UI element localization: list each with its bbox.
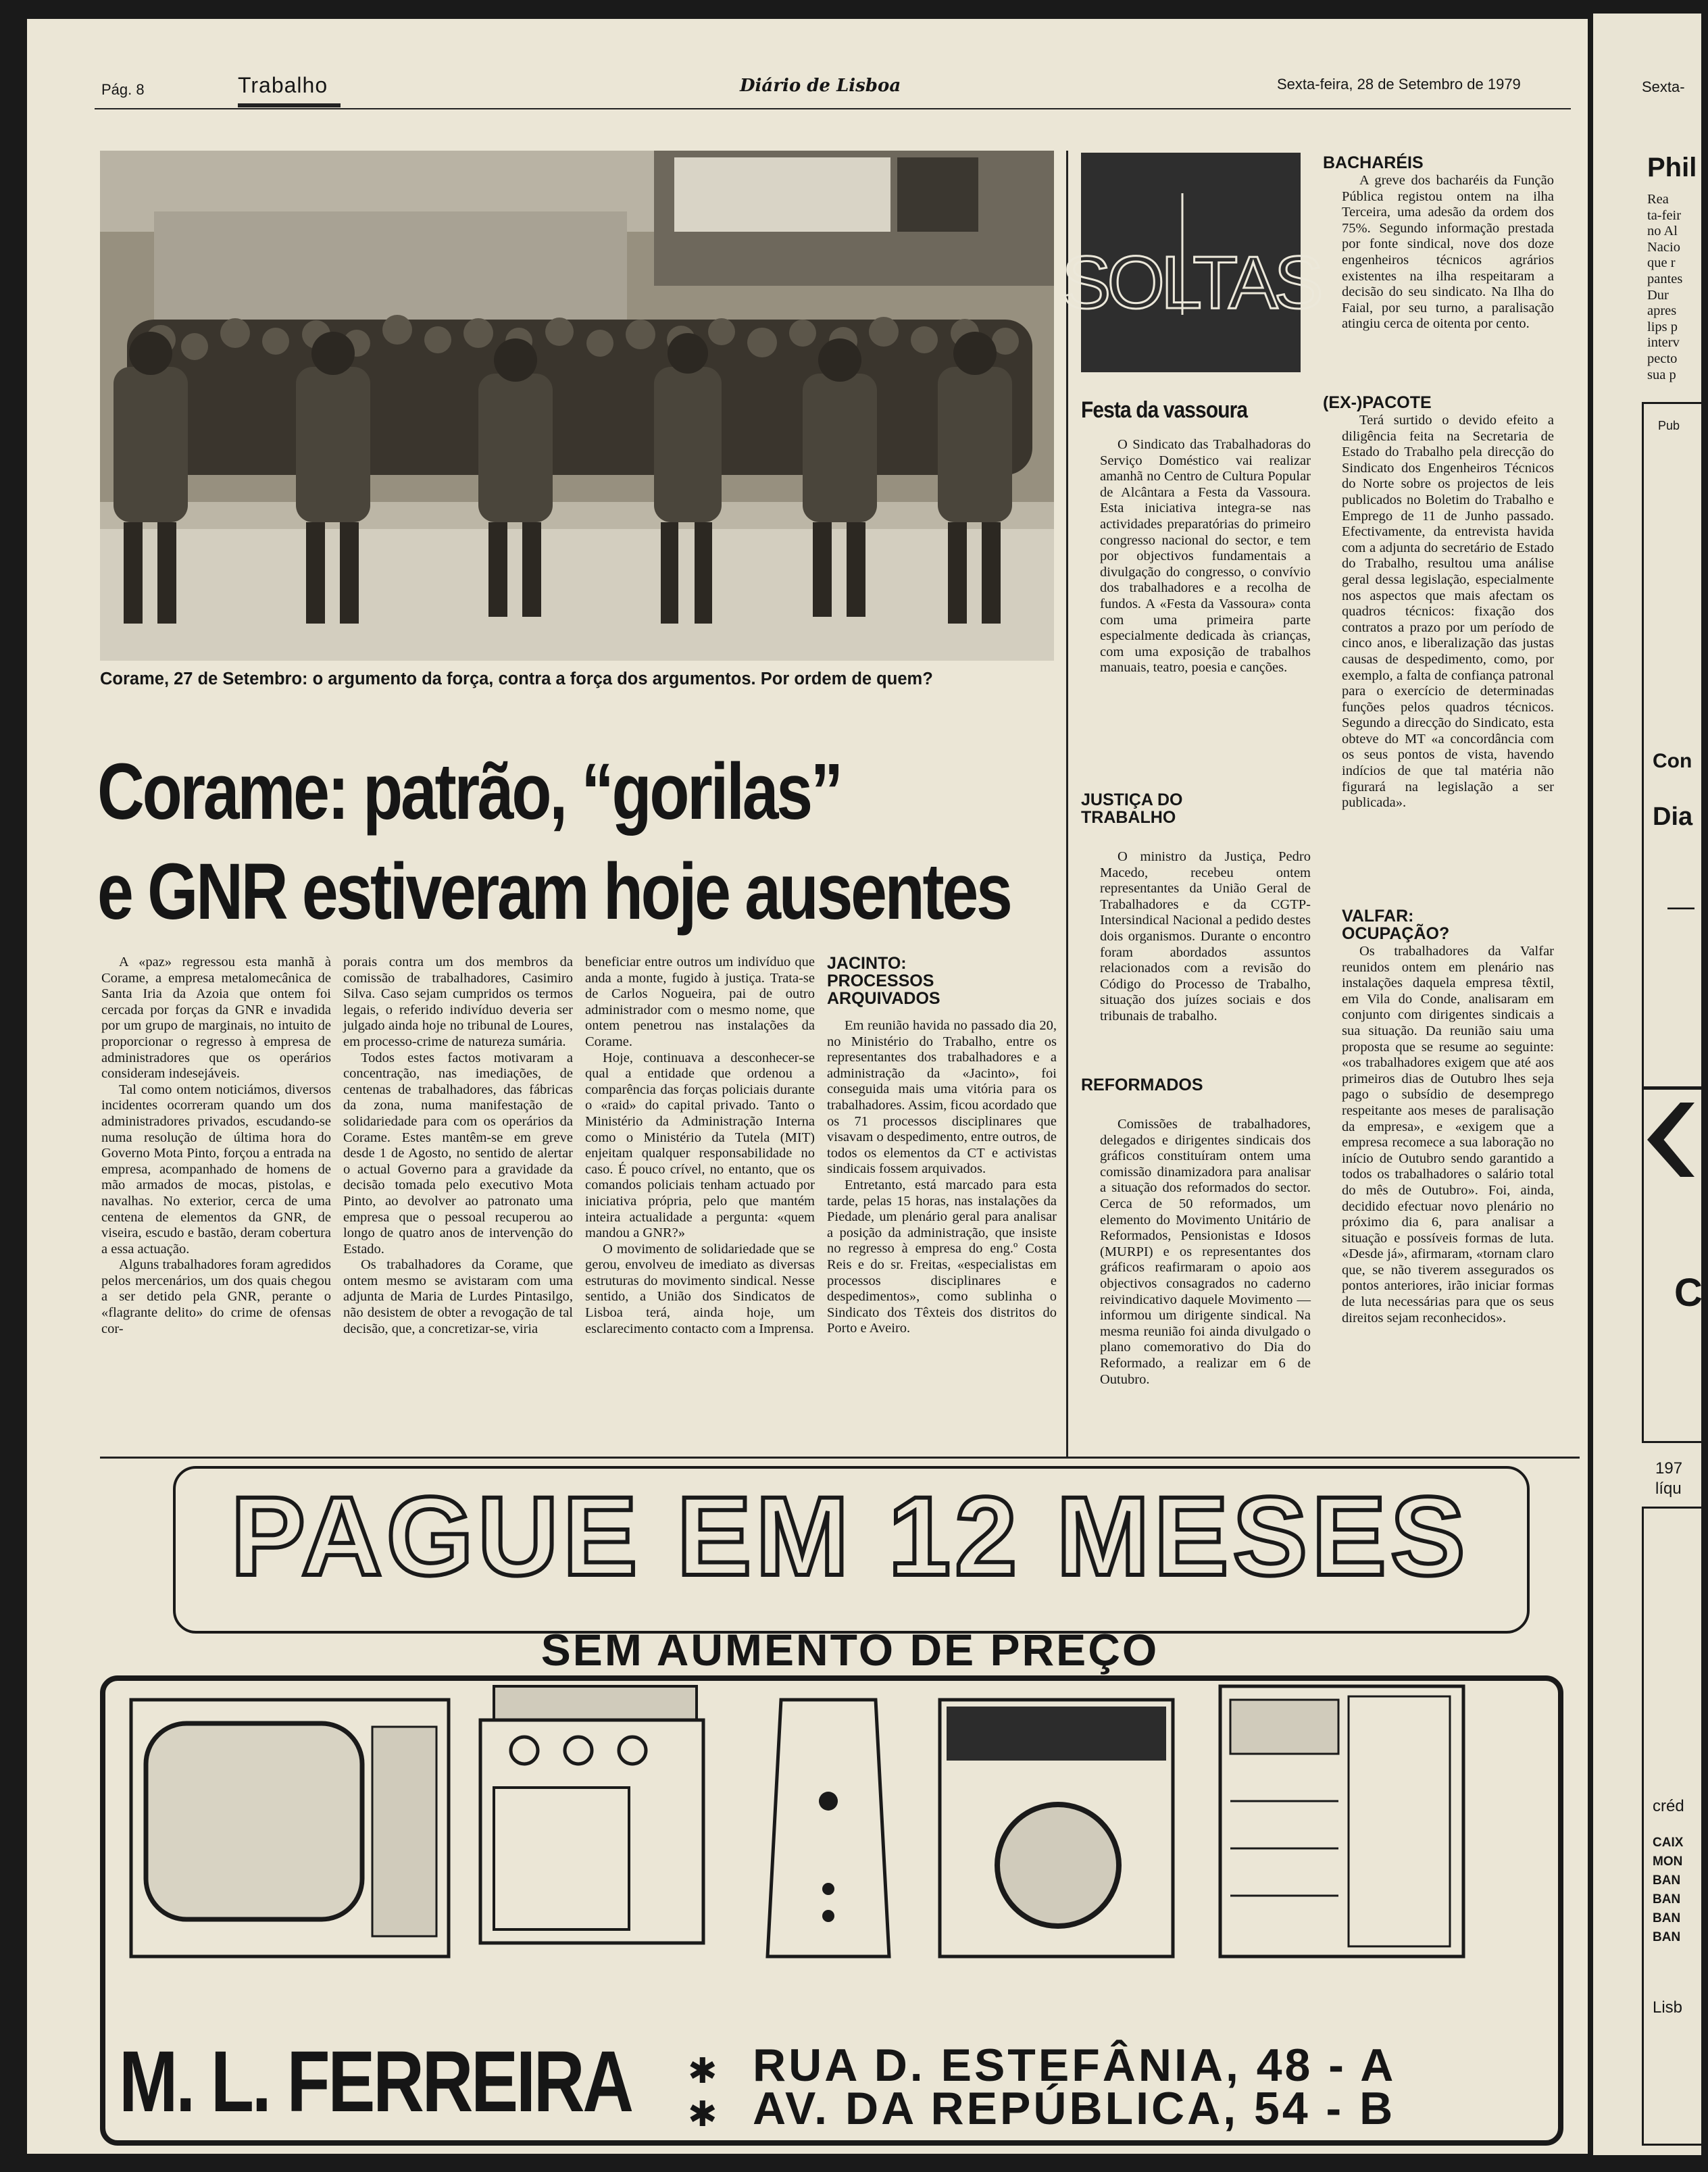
adjacent-liq: líqu (1655, 1480, 1682, 1498)
adjacent-line: ta-feir (1647, 207, 1682, 223)
ad-store-name: M. L. FERREIRA (119, 2034, 632, 2130)
valfar-title: VALFAR: OCUPAÇÃO? (1342, 907, 1450, 943)
adjacent-bank: BAN (1653, 1911, 1681, 1925)
ad-address-1: RUA D. ESTEFÂNIA, 48 - A (753, 2040, 1397, 2091)
adjacent-box (1642, 402, 1705, 1088)
ad-subheadline: SEM AUMENTO DE PREÇO (541, 1625, 1159, 1675)
adjacent-line: apres (1647, 303, 1677, 319)
page-number: Pág. 8 (101, 81, 145, 98)
newspaper-name: Diário de Lisboa (740, 76, 901, 96)
soltas-logo-text: SOLTAS (1061, 241, 1320, 324)
adjacent-line: lips p (1647, 319, 1678, 334)
reformados-paragraph: Comissões de trabalhadores, delegados e dirigentes sindicais dos gráficos constituíram ontem uma comissão dinamizadora para analisar a situação dos reformados do sector. Cerca de 50 reformados, um elemento do Movimento Unitário de Reformados, Pensionistas e Idosos (MURPI) e os representantes dos gráficos reafirmaram o apoio aos objectivos consagrados no caderno reivindicativo daquele Movimento — informou um dirigente sindical. Na mesma reunião foi ainda divulgado o plano comemorativo do Dia do Reformado, a realizar em 6 de Outubro. (1100, 1117, 1311, 1387)
adjacent-banks (1653, 1834, 1683, 1947)
refrigerator-icon (1220, 1686, 1463, 1956)
justica-paragraph: O ministro da Justiça, Pedro Macedo, recebeu ontem representantes da União Geral de Trabalhadores e da CGTP-Intersindical Nacional a pedido destes dois organismos. Durante o encontro foram abordados assuntos relacionados com a revisão do Código do Processo de Trabalho, situação dos juízes sociais e dos tribunais de trabalho. (1100, 849, 1311, 1024)
festa-paragraph: O Sindicato das Trabalhadoras do Serviço Doméstico vai realizar amanhã no Centro de Cultura Popular de Alcântara a Festa da Vassoura. Esta iniciativa integra-se nas actividades preparatórias do primeiro congresso nacional do sector, e tem por objectivos fundamentais a divulgação do congresso, o convívio dos trabalhadores e a recolha de fundos. A «Festa da Vassoura» conta com uma primeira parte especialmente dedicada às crianças, com uma exposição de trabalhos manuais, teatro, poesia e canções. (1100, 437, 1311, 676)
adjacent-bank: CAIX (1653, 1836, 1684, 1850)
adjacent-bank: MON (1653, 1854, 1683, 1869)
reformados-title: REFORMADOS (1081, 1076, 1203, 1094)
article-paragraph: Todos estes factos motivaram a concentração, nas imediações, de centenas de trabalhadores, das fábricas da zona, numa manifestação de solidariedade para com os operários da Corame. Estes mantêm-se em greve desde 1 de Agosto, no sentido de alertar o actual Governo para a gravidade da decisão tomada pelo executivo Mota Pinto, ao devolver ao patronato uma empresa que o pessoal recuperou ao longo de quatro anos de intervenção do Estado. (343, 1050, 573, 1257)
article-paragraph: Os trabalhadores da Corame, que ontem mesmo se avistaram com uma adjunta de Maria de Lurdes Pintasilgo, não desistem de obter a revogação de tal decisão, que, a concretizar-se, viria (343, 1257, 573, 1336)
adjacent-box-3 (1642, 1507, 1705, 2146)
headline-line1: Corame: patrão, “gorilas” (97, 747, 841, 836)
bachareis-title: BACHARÉIS (1323, 153, 1424, 172)
article-paragraph: porais contra um dos membros da comissão de trabalhadores, Casimiro Silva. Caso sejam cumpridos os termos legais, o referido indivíduo deveria ser julgado ainda hoje no tribunal de Loures, em processo-crime de natureza sumária. (343, 955, 573, 1049)
reformados-article (1081, 1076, 1311, 1388)
adjacent-line: Dur (1647, 287, 1669, 303)
adjacent-line: Nacio (1647, 239, 1680, 255)
article-paragraph: Alguns trabalhadores foram agredidos pelos mercenários, um dos quais chegou a ser detido pela GNR, perante o «flagrante delito» do crime de ofensas cor- (101, 1257, 331, 1336)
section-underline (238, 103, 341, 107)
article-paragraph: O movimento de solidariedade que se gerou, envolveu de imediato as diversas estruturas do movimento sindical. Nesse sentido, a União dos Sindicatos de Lisboa terá, ainda hoje, um esclarecimento contacto com a Imprensa. (585, 1241, 815, 1336)
adjacent-pub: Pub (1658, 419, 1680, 432)
article-paragraph: beneficiar entre outros um indivíduo que anda a monte, fugido à justiça. Trata-se de Carlos Nogueira, pai de outro administrador com o mesmo nome, que ontem penetrou nas instalações da Corame. (585, 955, 815, 1049)
adjacent-line: Rea (1647, 192, 1669, 207)
article-paragraph: A «paz» regressou esta manhã à Corame, a empresa metalomecânica de Santa Iria da Azoia que ontem foi cercada por forças da GNR e invadida por um grupo de marginais, no intuito de proporcionar o regresso à empresa de administradores que os operários consideram indesejáveis. (101, 955, 331, 1082)
adjacent-bank: BAN (1653, 1892, 1681, 1906)
ad-top-rule (100, 1457, 1580, 1459)
expacote-article (1323, 394, 1554, 811)
adjacent-c: C (1674, 1271, 1703, 1315)
adjacent-dia: Dia (1653, 803, 1693, 831)
adjacent-line: no Al (1647, 224, 1678, 239)
festa-title: Festa da vassoura (1081, 397, 1248, 423)
bachareis-paragraph: A greve dos bacharéis da Função Pública registou ontem na ilha Terceira, uma adesão da ordem dos 75%. Segundo informação prestada por fonte sindical, nove dos doze engenheiros técnicos agrários existentes na ilha respeitaram a decisão do seu sindicato. Na Ilha do Faial, por seu turno, a paralisação atingiu cerca de oitenta por cento. (1342, 173, 1554, 332)
ad-address-2: AV. DA REPÚBLICA, 54 - B (753, 2083, 1396, 2134)
adjacent-bank: BAN (1653, 1930, 1681, 1944)
adjacent-cred: créd (1653, 1797, 1684, 1815)
adjacent-lisb: Lisb (1653, 1998, 1683, 2017)
adjacent-line: que r (1647, 255, 1676, 271)
soltas-logo-art (1061, 153, 1320, 372)
article-column-1 (101, 955, 331, 1337)
water-heater-icon (768, 1700, 889, 1956)
photo-caption: Corame, 27 de Setembro: o argumento da força, contra a força dos argumentos. Por ordem de quem? (100, 670, 933, 688)
column-divider (1066, 151, 1068, 1458)
justica-article (1081, 791, 1311, 1025)
jacinto-article (827, 955, 1057, 1337)
section-title: Trabalho (238, 73, 328, 97)
adjacent-year: 197 (1655, 1459, 1683, 1478)
washing-machine-icon (940, 1700, 1173, 1956)
header-rule (95, 108, 1571, 109)
advertisement (100, 1465, 1559, 2147)
expacote-paragraph: Terá surtido o devido efeito a diligência feita na Secretaria de Estado do Trabalho pela direcção do Sindicato dos Engenheiros Técnicos do Norte sobre os projectos de leis publicados no Boletim do Trabalho e Emprego de 11 de Junho passado. Efectivamente, da entrevista havida com a adjunta do secretário de Estado do Trabalho, resultou uma análise geral dessa legislação, especialmente nos aspectos que mais afectam os quadros técnicos: fixação dos contratos a prazo por um período de cinco anos, e liberalização das justas causas de despedimento, como, por exemplo, a falta de confiança patronal para o exercício de determinadas funções pelos quadros técnicos. Segundo a direcção do Sindicato, esta obteve do MT «a concordância com os seus pontos de vista, havendo indícios de que tal matéria não figurará na legislação a ser publicada». (1342, 413, 1554, 811)
adjacent-page-edge (1593, 14, 1701, 2155)
expacote-title: (EX-)PACOTE (1323, 393, 1432, 412)
article-paragraph: Tal como ontem noticiámos, diversos incidentes ocorreram quando um dos administradores privados, escudando-se numa resolução de última hora do Governo Mota Pinto, forçou a entrada na empresa, acompanhado de homens de mão armados de mocas, pistolas, e navalhas. No exterior, cerca de uma centena de elementos da GNR, de viseira, escudo e bastão, deram cobertura a essa actuação. (101, 1082, 331, 1257)
adjacent-dash: — (1667, 892, 1694, 921)
adjacent-line: pantes (1647, 271, 1683, 286)
bachareis-article (1323, 154, 1554, 332)
adjacent-header: Sexta- (1642, 78, 1685, 95)
issue-date: Sexta-feira, 28 de Setembro de 1979 (1277, 76, 1521, 93)
photo-riot-police (100, 151, 1054, 661)
article-column-2 (343, 955, 573, 1337)
valfar-paragraph: Os trabalhadores da Valfar reunidos ontem em plenário nas instalações daquela empresa têxtil, em Vila do Conde, analisaram em conjunto com dirigentes sindicais a sua situação. Da reunião saiu uma proposta que se resume ao seguinte: «os trabalhadores exigem que até aos primeiros dias de Outubro lhes seja pago o subsídio de desemprego respeitante aos meses de paralisação da empresa», e «exigem que a empresa recomece a sua laboração no início de Outubro sendo garantido a todos os trabalhadores o salário total do mês de Outubro». Foi, ainda, decidido efectuar novo plenário no próximo dia 6, para analisar a situação e possíveis formas de luta. «Desde já», afirmaram, «tornam claro que, se não tiverem assegurados os pontos anteriores, irão iniciar formas de luta necessárias para que os seus direitos sejam reconhecidos». (1342, 944, 1554, 1325)
festa-article (1081, 397, 1311, 676)
jacinto-paragraph: Em reunião havida no passado dia 20, no Ministério do Trabalho, entre os representantes dos trabalhadores e a administração da «Jacinto», foi conseguida mais uma vitória para os trabalhadores. Assim, ficou acordado que os 71 processos disciplinares que visavam o despedimento, entre outros, de todos os elementos da CT e activistas sindicais fossem arquivados. (827, 1018, 1057, 1177)
star-icon: ✱ (688, 2052, 718, 2091)
soltas-logo (1061, 153, 1320, 372)
appliance-illustrations (105, 1686, 1547, 1970)
ad-products-frame (100, 1675, 1563, 2146)
adjacent-lines (1647, 192, 1708, 383)
stove-icon (480, 1686, 703, 1943)
article-paragraph: Hoje, continuava a desconhecer-se qual a entidade que ordenou a comparência das forças policiais durante o «raid» do capital privado. Tanto o Ministério da Administração Interna como o Ministério da Tutela (MIT) enjeitam qualquer responsabilidade no caso. É pouco crível, no entanto, que os comandos policiais tenham actuado por iniciativa própria, pelo que mantém inteira actualidade a pergunta: «quem mandou a GNR?» (585, 1050, 815, 1241)
jacinto-title: JACINTO: PROCESSOS ARQUIVADOS (827, 954, 940, 1008)
headline-line2: e GNR estiveram hoje ausentes (97, 847, 1011, 936)
justica-title: JUSTIÇA DO TRABALHO (1081, 790, 1183, 827)
article-column-3 (585, 955, 815, 1337)
adjacent-line: interv (1647, 335, 1680, 351)
television-icon (131, 1700, 449, 1956)
adjacent-bank: BAN (1653, 1873, 1681, 1888)
jacinto-paragraph: Entretanto, está marcado para esta tarde, pelas 15 horas, nas instalações da Piedade, um plenário geral para analisar a posição da administração, que insiste no regresso à empresa do eng.º Costa Reis e do sr. Freitas, «especialistas em processos disciplinares e despedimentos», como sublinha o Sindicato dos Têxteis dos distritos do Porto e Aveiro. (827, 1177, 1057, 1336)
ad-headline: PAGUE EM 12 MESES (230, 1474, 1470, 1599)
valfar-article (1323, 907, 1554, 1326)
adjacent-com: Con (1653, 750, 1692, 772)
star-icon: ✱ (688, 2095, 718, 2134)
news-photo (100, 151, 1054, 661)
adjacent-line: sua p (1647, 367, 1676, 382)
adjacent-title: Phil (1647, 153, 1697, 182)
adjacent-line: pecto (1647, 351, 1678, 366)
newspaper-page (27, 19, 1588, 2154)
